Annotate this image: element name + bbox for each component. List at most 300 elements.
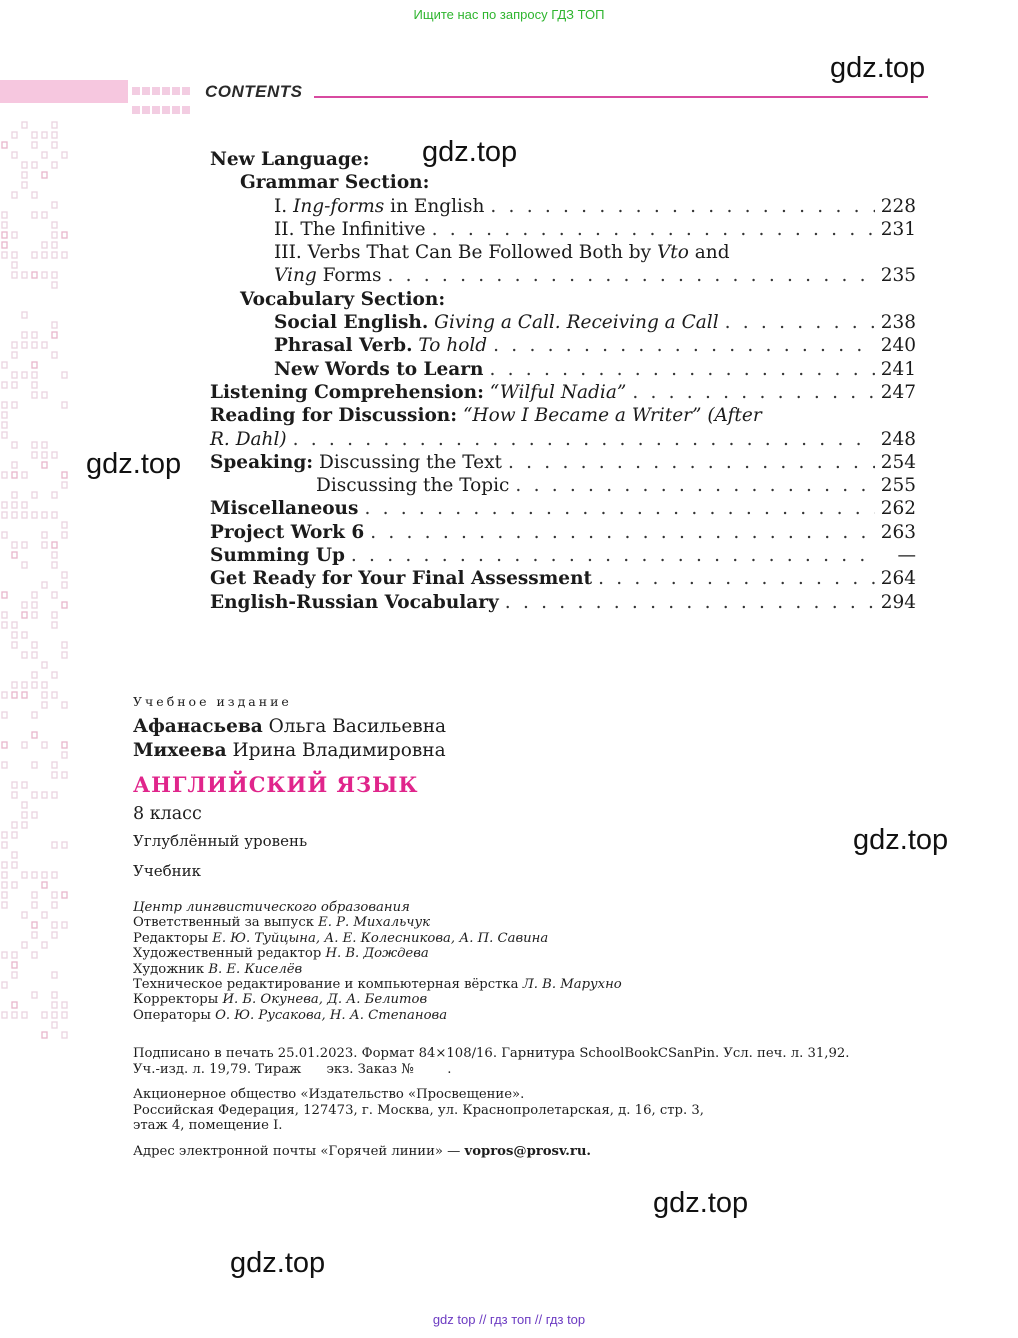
decor-square	[42, 152, 47, 158]
decor-square	[52, 542, 57, 548]
decor-square	[2, 432, 7, 438]
decor-square	[42, 462, 47, 468]
toc-page-number: 240	[880, 335, 916, 357]
decor-square	[2, 692, 7, 698]
toc-page-number: 231	[880, 218, 916, 240]
decor-square	[52, 762, 57, 768]
decor-square	[32, 922, 37, 928]
decor-square	[22, 182, 27, 188]
watermark: gdz.top	[86, 448, 182, 480]
decor-square	[52, 592, 57, 598]
decor-square	[22, 502, 27, 508]
decor-square	[42, 342, 47, 348]
decor-square	[42, 242, 47, 248]
email-line: Адрес электронной почты «Горячей линии» — vopros@prosv.ru.	[133, 1143, 592, 1159]
decor-square	[52, 992, 57, 998]
decor-square	[52, 222, 57, 228]
toc-label: New Language:	[210, 149, 370, 170]
decor-square	[22, 372, 27, 378]
credit-line: Художественный редактор Н. В. Дождева	[133, 946, 429, 962]
decor-square	[32, 362, 37, 368]
decor-square	[42, 682, 47, 688]
header-decor-squares	[132, 82, 192, 120]
toc-leader-dots	[632, 381, 874, 404]
credit-line: Редакторы Е. Ю. Туйцына, А. Е. Колесникова, А. П. Савина	[133, 930, 549, 946]
decor-square	[52, 272, 57, 278]
decor-square	[42, 512, 47, 518]
toc-leader-dots	[370, 521, 874, 544]
decor-square	[22, 472, 27, 478]
decor-square	[12, 822, 17, 828]
decor-square	[52, 1022, 57, 1028]
decor-square	[12, 352, 17, 358]
decor-square	[12, 472, 17, 478]
toc-row	[210, 544, 916, 567]
decor-square	[52, 922, 57, 928]
decor-square	[2, 952, 7, 958]
watermark: gdz.top	[653, 1187, 749, 1219]
toc-row	[210, 218, 916, 241]
decor-square	[12, 192, 17, 198]
decor-square	[12, 692, 17, 698]
print-info-line: Уч.-изд. л. 19,79. Тираж экз. Заказ № .	[133, 1061, 452, 1077]
toc-page-number: 263	[880, 521, 916, 543]
table-of-contents	[210, 148, 916, 614]
decor-square	[32, 512, 37, 518]
toc-label: Get Ready for Your Final Assessment	[210, 568, 593, 590]
toc-row	[210, 474, 916, 497]
decor-square	[32, 452, 37, 458]
decor-square	[22, 742, 27, 748]
toc-row	[210, 311, 916, 334]
decor-square	[52, 252, 57, 258]
decor-square	[52, 162, 57, 168]
toc-row	[210, 171, 916, 194]
decor-square	[2, 832, 7, 838]
decor-square	[12, 622, 17, 628]
decor-square	[12, 492, 17, 498]
credit-line: Художник В. Е. Киселёв	[133, 961, 303, 977]
toc-row	[210, 334, 916, 357]
toc-leader-dots	[725, 311, 875, 334]
toc-row	[210, 521, 916, 544]
decor-square	[2, 422, 7, 428]
toc-label: Social English. Giving a Call. Receiving a Call	[274, 312, 719, 334]
decor-square	[42, 392, 47, 398]
decor-square	[62, 642, 67, 648]
decor-square	[32, 682, 37, 688]
toc-row	[210, 451, 916, 474]
decor-square	[62, 1002, 67, 1008]
watermark: gdz.top	[230, 1247, 326, 1279]
decor-square	[32, 252, 37, 258]
decor-square	[22, 122, 27, 128]
decor-square	[12, 462, 17, 468]
email-link[interactable]: vopros@prosv.ru.	[464, 1143, 592, 1159]
toc-row	[210, 195, 916, 218]
decor-square	[42, 532, 47, 538]
decor-square	[12, 442, 17, 448]
decor-square	[22, 782, 27, 788]
decor-square	[42, 452, 47, 458]
toc-leader-dots	[598, 567, 875, 590]
decor-square	[2, 592, 7, 598]
decor-square	[12, 262, 17, 268]
toc-row	[210, 591, 916, 614]
decor-square	[32, 272, 37, 278]
decor-square	[12, 152, 17, 158]
decor-square	[2, 982, 7, 988]
toc-label: English-Russian Vocabulary	[210, 591, 499, 613]
decor-square	[62, 1012, 67, 1018]
decor-square	[2, 712, 7, 718]
decor-square	[62, 752, 67, 758]
decor-square	[2, 412, 7, 418]
toc-page-number: 248	[880, 428, 916, 450]
decor-square	[2, 862, 7, 868]
decor-square	[52, 872, 57, 878]
decor-square	[32, 652, 37, 658]
grade-label: 8 класс	[133, 804, 202, 824]
toc-label: Project Work 6	[210, 521, 365, 543]
decor-square	[2, 612, 7, 618]
toc-page-number: 255	[880, 475, 916, 497]
decor-square	[12, 232, 17, 238]
decor-square	[42, 662, 47, 668]
decor-square	[52, 842, 57, 848]
decor-square	[12, 1002, 17, 1008]
header-pink-band	[0, 80, 128, 103]
toc-label: III. Verbs That Can Be Followed Both by Vto and	[274, 242, 730, 264]
decor-square	[52, 142, 57, 148]
decor-square	[52, 352, 57, 358]
decor-square	[52, 492, 57, 498]
decor-square	[32, 642, 37, 648]
decor-square	[62, 742, 67, 748]
print-info-line: Подписано в печать 25.01.2023. Формат 84×108/16. Гарнитура SchoolBookCSanPin. Усл. печ. л. 31,92.	[133, 1046, 850, 1061]
toc-row	[210, 381, 916, 404]
author-line: Афанасьева Ольга Васильевна	[133, 716, 447, 737]
decor-square	[2, 232, 7, 238]
decor-square	[42, 212, 47, 218]
decor-square	[52, 902, 57, 908]
decor-square	[2, 212, 7, 218]
decor-square	[52, 672, 57, 678]
decor-square	[2, 1012, 7, 1018]
toc-row	[210, 497, 916, 520]
toc-label: New Words to Learn	[274, 358, 484, 380]
toc-label: Reading for Discussion: “How I Became a Writer” (After	[210, 405, 762, 427]
decor-square	[52, 552, 57, 558]
toc-leader-dots	[364, 497, 874, 520]
decor-square	[2, 902, 7, 908]
decor-square	[22, 692, 27, 698]
toc-leader-dots	[432, 218, 875, 241]
decor-square	[22, 682, 27, 688]
decor-square	[2, 142, 7, 148]
decor-square	[22, 312, 27, 318]
decor-square	[52, 1012, 57, 1018]
decor-square	[2, 532, 7, 538]
decor-square	[42, 272, 47, 278]
publisher-line: этаж 4, помещение I.	[133, 1118, 283, 1134]
decor-square	[32, 442, 37, 448]
decor-square	[52, 322, 57, 328]
header-rule	[314, 96, 928, 98]
decor-square	[12, 632, 17, 638]
toc-label: Miscellaneous	[210, 498, 359, 520]
decor-square	[12, 852, 17, 858]
book-kind-label: Учебник	[133, 862, 202, 880]
side-decor-pattern	[0, 120, 72, 1040]
section-title: CONTENTS	[205, 82, 303, 101]
toc-row	[210, 241, 916, 264]
toc-label: I. Ing-forms in English	[274, 195, 485, 217]
decor-square	[62, 472, 67, 478]
decor-square	[42, 1012, 47, 1018]
decor-square	[32, 732, 37, 738]
decor-square	[2, 882, 7, 888]
decor-square	[22, 802, 27, 808]
decor-square	[2, 502, 7, 508]
decor-square	[62, 582, 67, 588]
decor-square	[32, 492, 37, 498]
toc-label: R. Dahl)	[210, 428, 287, 450]
credit-line: Центр лингвистического образования	[133, 900, 410, 915]
decor-square	[42, 882, 47, 888]
decor-square	[52, 242, 57, 248]
decor-square	[42, 742, 47, 748]
decor-square	[52, 692, 57, 698]
toc-page-number: 294	[880, 591, 916, 613]
toc-row	[210, 358, 916, 381]
decor-square	[12, 512, 17, 518]
decor-square	[12, 642, 17, 648]
decor-square	[62, 252, 67, 258]
decor-square	[52, 622, 57, 628]
decor-square	[42, 442, 47, 448]
decor-square	[22, 612, 27, 618]
credits-block	[133, 900, 622, 1023]
decor-square	[22, 942, 27, 948]
toc-row	[210, 567, 916, 590]
decor-square	[42, 132, 47, 138]
decor-square	[12, 502, 17, 508]
decor-square	[52, 892, 57, 898]
decor-square	[32, 342, 37, 348]
decor-square	[62, 602, 67, 608]
decor-square	[2, 842, 7, 848]
decor-square	[22, 542, 27, 548]
toc-row	[210, 148, 916, 171]
decor-square	[32, 892, 37, 898]
decor-square	[52, 132, 57, 138]
decor-square	[32, 132, 37, 138]
decor-square	[32, 192, 37, 198]
decor-square	[2, 622, 7, 628]
decor-square	[12, 552, 17, 558]
decor-square	[32, 672, 37, 678]
toc-label: Summing Up	[210, 545, 345, 567]
decor-square	[62, 232, 67, 238]
decor-square	[2, 242, 7, 248]
decor-square	[32, 932, 37, 938]
decor-square	[62, 922, 67, 928]
decor-square	[52, 122, 57, 128]
decor-square	[52, 932, 57, 938]
publisher-line: Российская Федерация, 127473, г. Москва, ул. Краснопролетарская, д. 16, стр. 3,	[133, 1102, 704, 1118]
watermark: gdz.top	[853, 824, 949, 856]
toc-page-number: 241	[880, 358, 916, 380]
decor-square	[32, 212, 37, 218]
decor-square	[12, 132, 17, 138]
decor-square	[52, 972, 57, 978]
decor-square	[12, 972, 17, 978]
decor-square	[12, 382, 17, 388]
decor-square	[32, 382, 37, 388]
decor-square	[32, 792, 37, 798]
decor-square	[32, 872, 37, 878]
credit-line: Операторы О. Ю. Русакова, Н. А. Степанова	[133, 1007, 448, 1023]
decor-square	[62, 702, 67, 708]
publishing-block	[133, 1046, 849, 1160]
toc-label: Grammar Section:	[240, 172, 430, 194]
decor-square	[62, 892, 67, 898]
toc-row	[210, 404, 916, 427]
decor-square	[62, 522, 67, 528]
decor-square	[32, 332, 37, 338]
decor-square	[42, 912, 47, 918]
level-label: Углублённый уровень	[133, 832, 308, 850]
decor-square	[22, 332, 27, 338]
toc-leader-dots	[515, 474, 874, 497]
toc-label: Discussing the Topic	[316, 475, 510, 497]
decor-square	[62, 152, 67, 158]
decor-square	[22, 172, 27, 178]
decor-square	[2, 252, 7, 258]
toc-page-number: —	[897, 545, 916, 567]
book-title: АНГЛИЙСКИЙ ЯЗЫК	[133, 772, 419, 797]
decor-square	[32, 592, 37, 598]
decor-square	[2, 222, 7, 228]
toc-label: Listening Comprehension: “Wilful Nadia”	[210, 381, 627, 403]
decor-square	[2, 382, 7, 388]
decor-square	[52, 232, 57, 238]
decor-square	[12, 862, 17, 868]
decor-square	[12, 372, 17, 378]
toc-page-number: 235	[880, 265, 916, 287]
decor-square	[12, 402, 17, 408]
toc-label: Ving Forms	[274, 265, 382, 287]
decor-square	[2, 472, 7, 478]
edition-label: Учебное издание	[133, 694, 292, 709]
decor-square	[2, 402, 7, 408]
toc-row	[210, 428, 916, 451]
decor-square	[52, 202, 57, 208]
decor-square	[32, 372, 37, 378]
toc-leader-dots	[493, 334, 875, 357]
decor-square	[32, 142, 37, 148]
decor-square	[2, 892, 7, 898]
decor-square	[22, 1012, 27, 1018]
toc-page-number: 254	[880, 451, 916, 473]
decor-square	[12, 272, 17, 278]
decor-square	[22, 512, 27, 518]
decor-square	[62, 482, 67, 488]
decor-square	[2, 742, 7, 748]
toc-label: Speaking: Discussing the Text	[210, 451, 502, 473]
decor-square	[12, 832, 17, 838]
credit-line: Корректоры И. Б. Окунева, Д. А. Белитов	[133, 992, 428, 1008]
decor-square	[12, 682, 17, 688]
decor-square	[22, 822, 27, 828]
decor-square	[22, 602, 27, 608]
decor-square	[22, 812, 27, 818]
decor-square	[22, 162, 27, 168]
decor-square	[42, 872, 47, 878]
decor-square	[42, 942, 47, 948]
decor-square	[32, 612, 37, 618]
decor-square	[42, 1032, 47, 1038]
decor-square	[12, 952, 17, 958]
decor-square	[52, 1002, 57, 1008]
toc-label: II. The Infinitive	[274, 218, 426, 240]
toc-leader-dots	[505, 591, 875, 614]
top-search-note: Ищите нас по запросу ГДЗ ТОП	[413, 7, 605, 22]
decor-square	[22, 342, 27, 348]
decor-square	[12, 342, 17, 348]
decor-square	[62, 652, 67, 658]
decor-square	[12, 1012, 17, 1018]
decor-square	[12, 882, 17, 888]
credit-line: Ответственный за выпуск Е. Р. Михальчук	[133, 915, 431, 931]
decor-square	[62, 1032, 67, 1038]
decor-square	[62, 402, 67, 408]
bottom-site-note: gdz top // гдз топ // гдз top	[432, 1312, 586, 1327]
watermark: gdz.top	[422, 136, 518, 168]
toc-page-number: 247	[880, 381, 916, 403]
toc-page-number: 238	[880, 312, 916, 334]
toc-row	[210, 264, 916, 287]
decor-square	[12, 792, 17, 798]
decor-square	[12, 962, 17, 968]
decor-square	[32, 812, 37, 818]
decor-square	[52, 282, 57, 288]
toc-label: Vocabulary Section:	[240, 288, 446, 310]
credit-line: Техническое редактирование и компьютерная вёрстка Л. В. Марухно	[133, 977, 622, 993]
decor-square	[52, 512, 57, 518]
decor-square	[42, 172, 47, 178]
decor-square	[2, 762, 7, 768]
toc-leader-dots	[489, 358, 874, 381]
decor-square	[2, 872, 7, 878]
decor-square	[52, 772, 57, 778]
decor-square	[32, 712, 37, 718]
author-line: Михеева Ирина Владимировна	[133, 740, 446, 761]
decor-square	[12, 252, 17, 258]
decor-square	[2, 362, 7, 368]
toc-leader-dots	[351, 544, 876, 567]
decor-square	[32, 162, 37, 168]
decor-square	[22, 652, 27, 658]
decor-square	[2, 512, 7, 518]
toc-leader-dots	[293, 428, 875, 451]
decor-square	[52, 792, 57, 798]
toc-page-number: 264	[880, 568, 916, 590]
decor-square	[22, 872, 27, 878]
decor-square	[32, 602, 37, 608]
decor-square	[42, 792, 47, 798]
